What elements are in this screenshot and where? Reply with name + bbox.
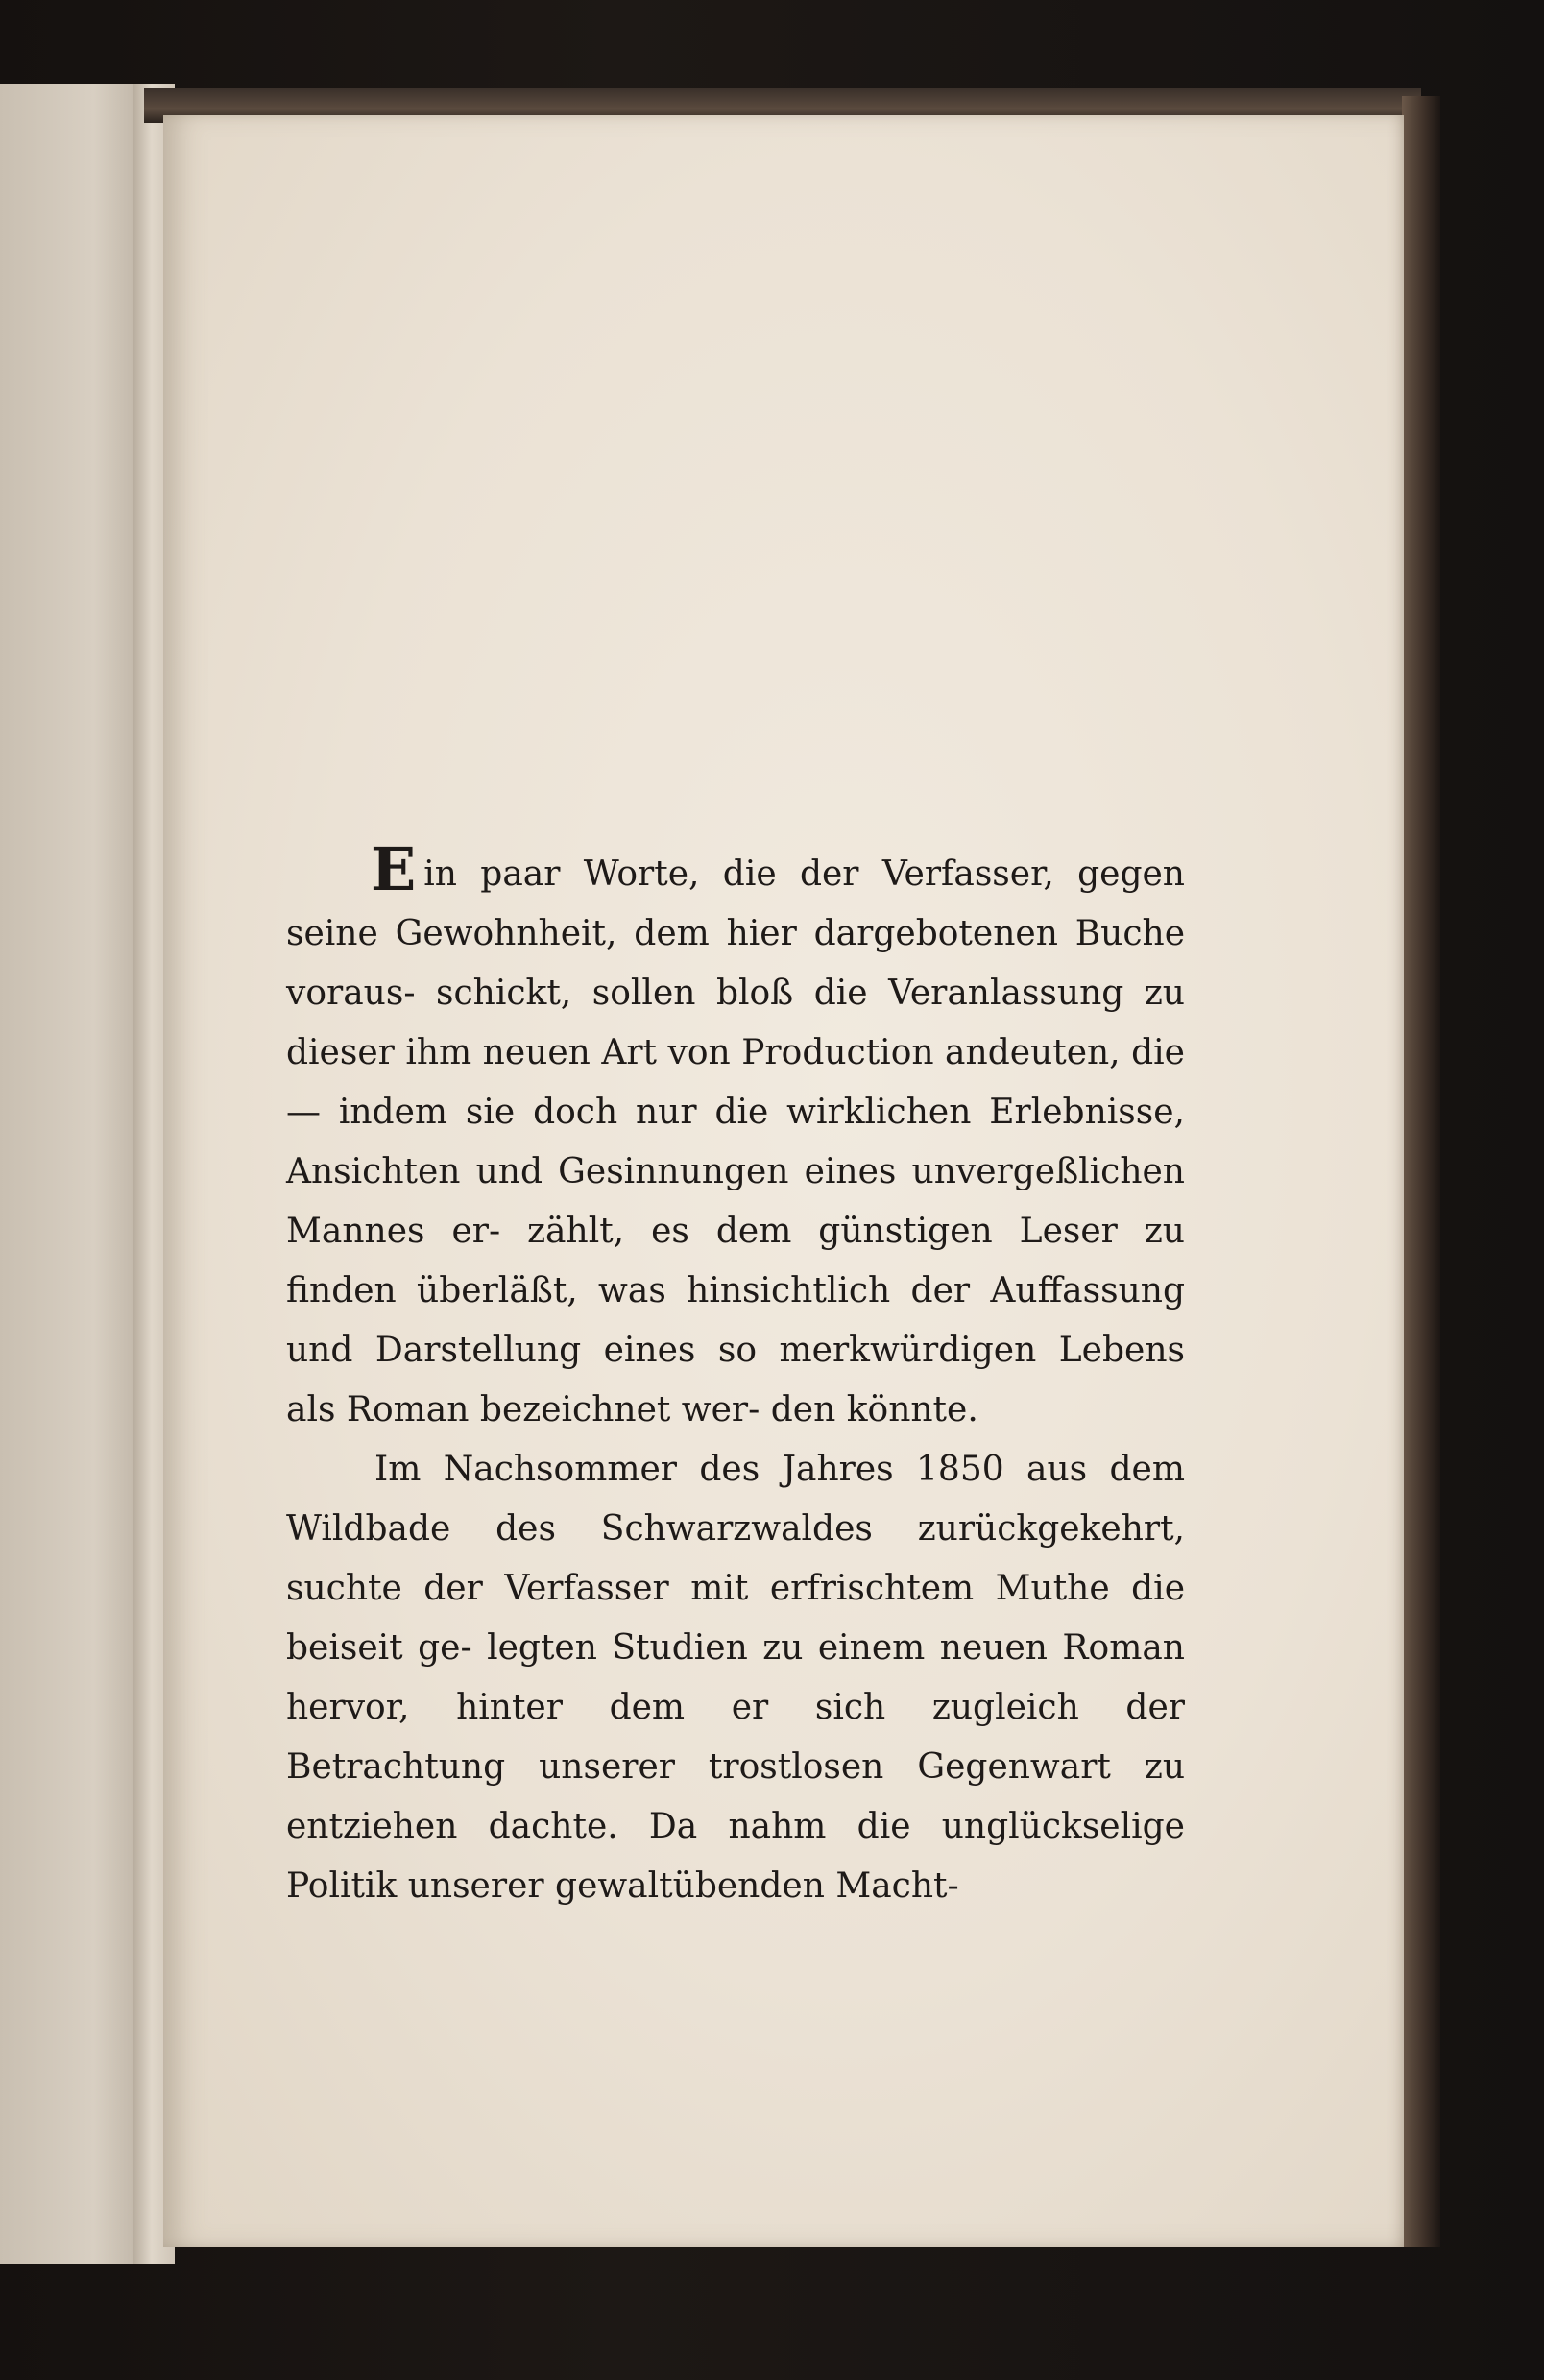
drop-cap: E [371,834,417,904]
paragraph-2-text: Im Nachsommer des Jahres 1850 aus dem Wildbade des Schwarzwaldes zurückgekehrt, suchte der Verfasser mit erfrischtem Muthe die beiseit ge- legten Studien zu einem neuen Roman hervor, hinter dem er sich zugleich der Betrachtung unserer trostlosen Gegenwart zu entziehen dachte. Da nahm die unglückselige Politik unserer gewaltübenden Macht- [286,1450,1185,1906]
paragraph-1-text: in paar Worte, die der Verfasser, gegen seine Gewohnheit, dem hier dargebotenen Buche voraus- schickt, sollen bloß die Veranlassung zu dieser ihm neuen Art von Production andeuten, die — indem sie doch nur die wirklichen Erlebnisse, Ansichten und Gesinnungen eines unvergeßlichen Mannes er- zählt, es dem günstigen Leser zu finden überläßt, was hinsichtlich der Auffassung und Darstellung eines so merkwürdigen Lebens als Roman bezeichnet wer- den könnte. [286,854,1185,1430]
page-text [286,834,1185,1916]
book-cover-edge-right [1402,96,1440,2247]
paragraph-1 [286,834,1185,1440]
paragraph-2 [286,1440,1185,1916]
